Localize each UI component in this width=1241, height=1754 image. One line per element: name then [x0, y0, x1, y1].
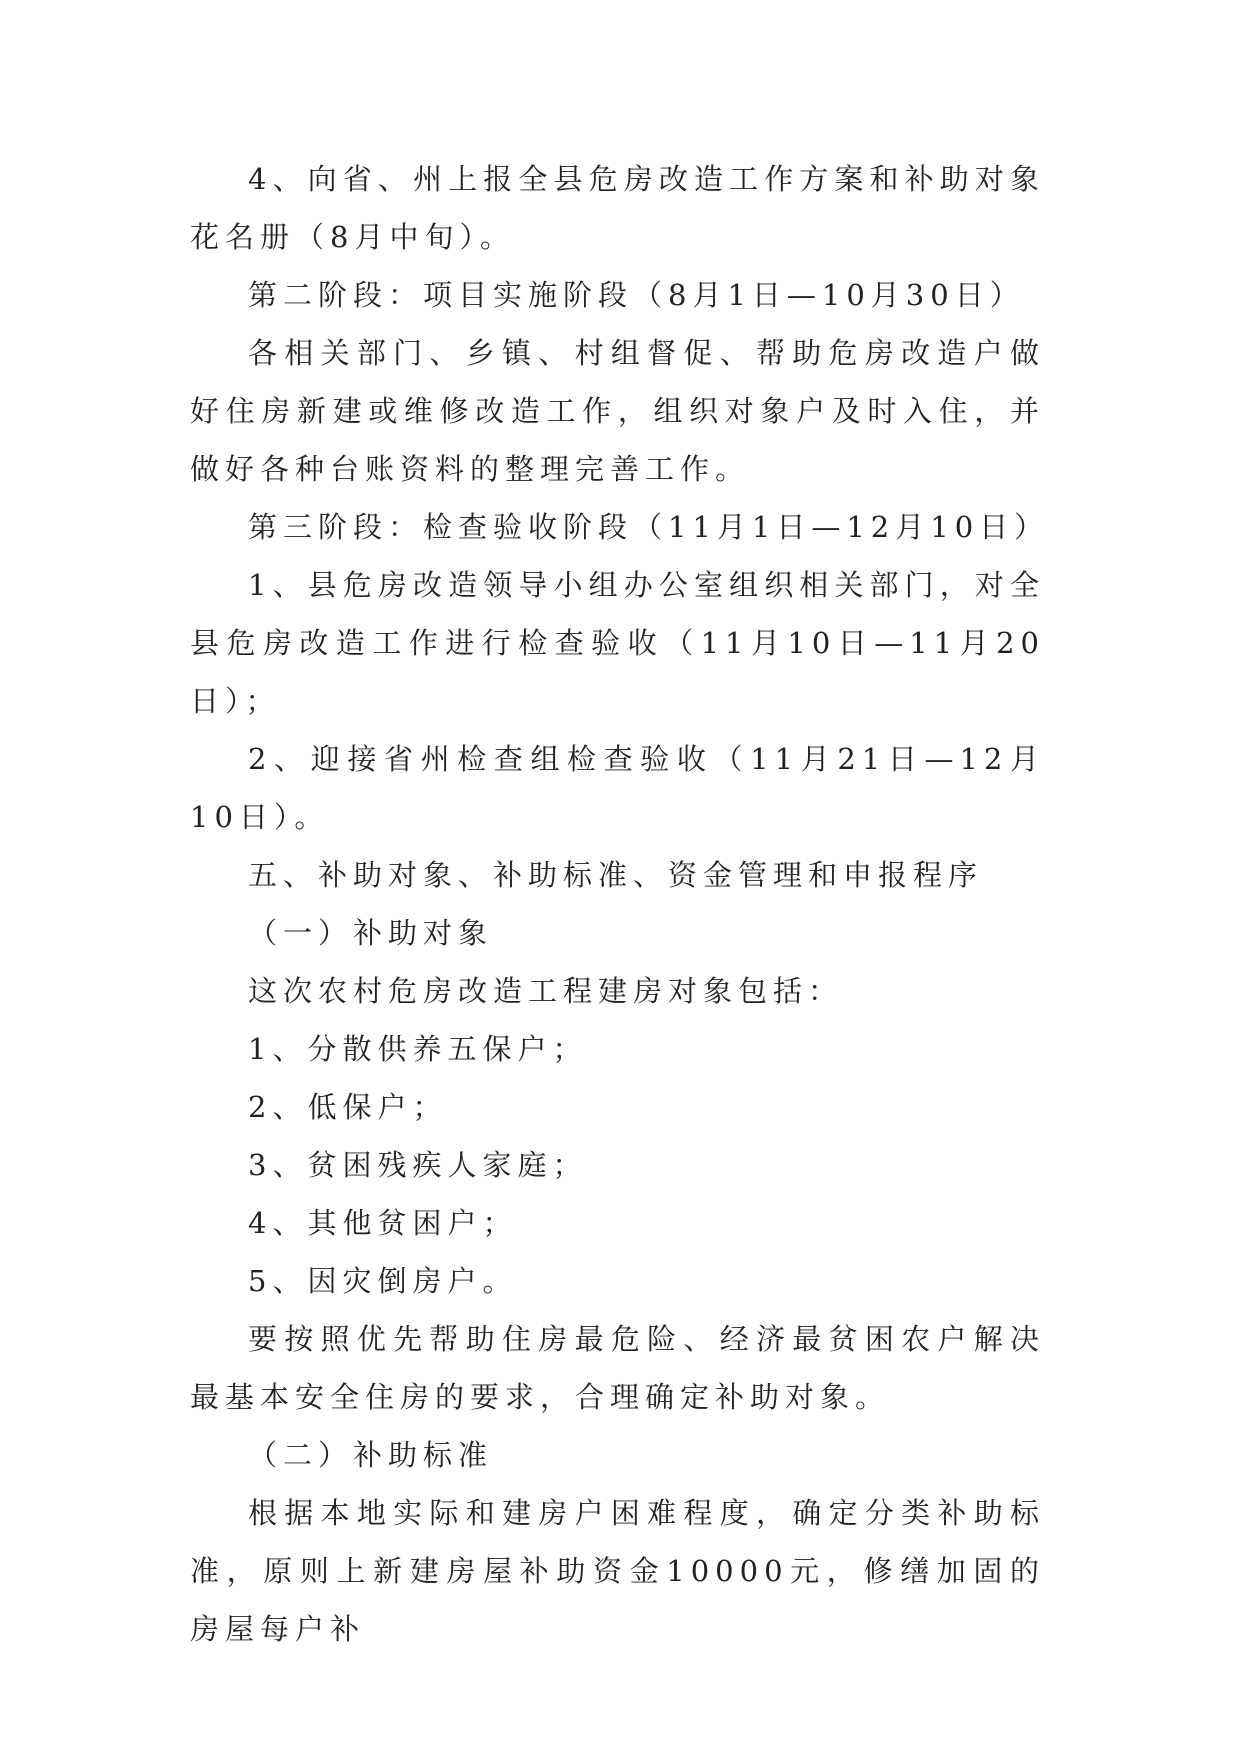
list-item-target-2: 2、低保户； — [248, 1090, 448, 1124]
subheading-subsidy-standard: （二）补助标准 — [248, 1438, 494, 1472]
paragraph-stage-three-heading: 第三阶段：检查验收阶段（11月1日—12月10日） — [248, 510, 1050, 544]
paragraph-provincial-inspection: 2、迎接省州检查组检查验收（11月21日—12月10日）。 — [190, 742, 1045, 834]
list-item-target-4: 4、其他贫困户； — [248, 1206, 518, 1240]
paragraph-targets-intro: 这次农村危房改造工程建房对象包括： — [248, 974, 844, 1008]
document-body — [190, 150, 1050, 1658]
list-item-target-3: 3、贫困残疾人家庭； — [248, 1148, 588, 1182]
paragraph-county-inspection: 1、县危房改造领导小组办公室组织相关部门，对全县危房改造工作进行检查验收（11月10日—11月20日）； — [190, 568, 1045, 718]
list-item-target-5: 5、因灾倒房户。 — [248, 1264, 518, 1298]
paragraph-report-roster: 4、向省、州上报全县危房改造工作方案和补助对象花名册（8月中旬）。 — [190, 162, 1045, 254]
subheading-subsidy-targets: （一）补助对象 — [248, 916, 494, 950]
list-item-target-1: 1、分散供养五保户； — [248, 1032, 588, 1066]
paragraph-stage-two-body: 各相关部门、乡镇、村组督促、帮助危房改造户做好住房新建或维修改造工作，组织对象户及时入住，并做好各种台账资料的整理完善工作。 — [190, 336, 1045, 486]
paragraph-subsidy-standard: 根据本地实际和建房户困难程度，确定分类补助标准，原则上新建房屋补助资金10000元，修缮加固的房屋每户补 — [190, 1496, 1045, 1646]
paragraph-priority: 要按照优先帮助住房最危险、经济最贫困农户解决最基本安全住房的要求，合理确定补助对象。 — [190, 1322, 1045, 1414]
section-heading-five: 五、补助对象、补助标准、资金管理和申报程序 — [248, 858, 984, 892]
paragraph-stage-two-heading: 第二阶段：项目实施阶段（8月1日—10月30日） — [248, 278, 1025, 312]
